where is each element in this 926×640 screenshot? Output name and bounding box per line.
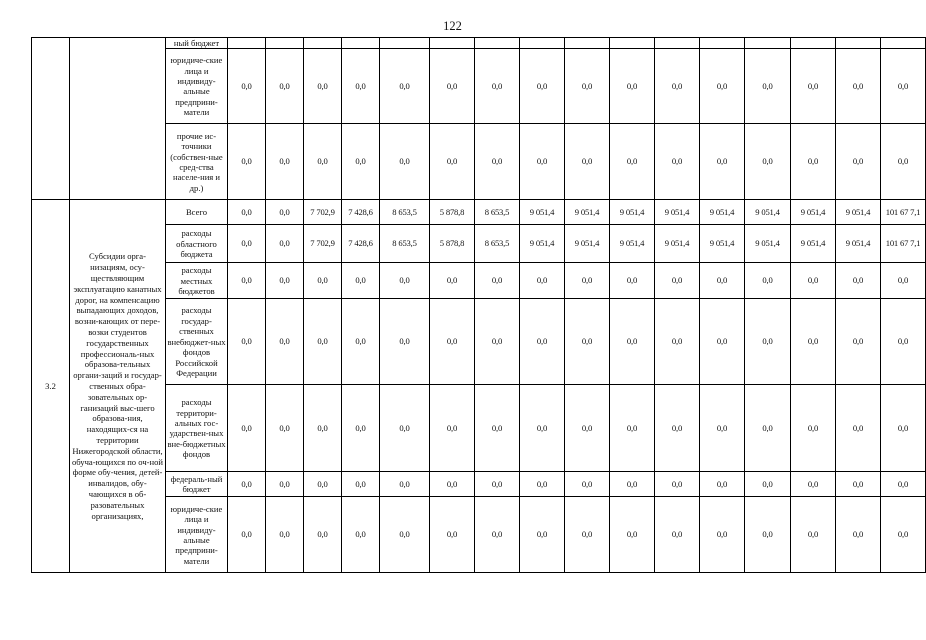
- value-cell: 0,0: [745, 385, 791, 472]
- value-cell: 0,0: [266, 49, 304, 124]
- value-cell: 0,0: [700, 385, 745, 472]
- value-cell: 0,0: [836, 472, 881, 497]
- value-cell: 9 051,4: [520, 200, 565, 225]
- value-cell: 0,0: [304, 299, 342, 385]
- value-cell: 8 653,5: [475, 225, 520, 263]
- value-cell: 0,0: [228, 124, 266, 200]
- value-cell: 0,0: [380, 385, 430, 472]
- value-cell: 0,0: [266, 497, 304, 573]
- value-cell: 0,0: [881, 124, 926, 200]
- table-row: [32, 299, 926, 385]
- value-cell: 0,0: [655, 299, 700, 385]
- value-cell: 0,0: [304, 49, 342, 124]
- value-cell: 0,0: [266, 385, 304, 472]
- value-cell: 0,0: [520, 497, 565, 573]
- value-cell: 0,0: [700, 472, 745, 497]
- measure-number: 3.2: [32, 200, 70, 573]
- value-cell: 0,0: [520, 263, 565, 299]
- value-cell: 0,0: [700, 124, 745, 200]
- value-cell: 101 67 7,1: [881, 225, 926, 263]
- value-cell: 5 878,8: [430, 200, 475, 225]
- value-cell: 0,0: [228, 225, 266, 263]
- value-cell: 8 653,5: [380, 225, 430, 263]
- value-cell: 9 051,4: [655, 200, 700, 225]
- value-cell: 0,0: [342, 263, 380, 299]
- value-cell: [655, 38, 700, 49]
- value-cell: 0,0: [342, 385, 380, 472]
- value-cell: 9 051,4: [610, 225, 655, 263]
- value-cell: 0,0: [304, 263, 342, 299]
- value-cell: 7 702,9: [304, 225, 342, 263]
- value-cell: 0,0: [881, 263, 926, 299]
- value-cell: 0,0: [228, 263, 266, 299]
- value-cell: 0,0: [475, 263, 520, 299]
- value-cell: 0,0: [565, 497, 610, 573]
- value-cell: [791, 38, 836, 49]
- value-cell: 0,0: [655, 497, 700, 573]
- value-cell: 9 051,4: [791, 225, 836, 263]
- funding-source: расходы государ-ственных внебюджет-ных фондов Российской Федерации: [166, 299, 228, 385]
- value-cell: 0,0: [791, 299, 836, 385]
- value-cell: 0,0: [266, 225, 304, 263]
- value-cell: 0,0: [475, 49, 520, 124]
- value-cell: 0,0: [610, 49, 655, 124]
- value-cell: 0,0: [745, 299, 791, 385]
- value-cell: 0,0: [380, 497, 430, 573]
- table-row: [32, 263, 926, 299]
- value-cell: 0,0: [610, 263, 655, 299]
- value-cell: 9 051,4: [700, 200, 745, 225]
- value-cell: 0,0: [836, 263, 881, 299]
- value-cell: 0,0: [565, 49, 610, 124]
- value-cell: 0,0: [655, 124, 700, 200]
- value-cell: [342, 38, 380, 49]
- value-cell: 0,0: [430, 385, 475, 472]
- value-cell: 0,0: [836, 385, 881, 472]
- value-cell: 0,0: [836, 497, 881, 573]
- value-cell: 0,0: [745, 263, 791, 299]
- value-cell: 0,0: [745, 472, 791, 497]
- value-cell: 0,0: [380, 49, 430, 124]
- value-cell: 0,0: [380, 124, 430, 200]
- value-cell: 8 653,5: [475, 200, 520, 225]
- value-cell: 0,0: [745, 497, 791, 573]
- value-cell: 0,0: [228, 299, 266, 385]
- value-cell: 0,0: [342, 299, 380, 385]
- value-cell: 0,0: [475, 472, 520, 497]
- value-cell: 0,0: [266, 124, 304, 200]
- value-cell: 0,0: [475, 497, 520, 573]
- value-cell: 0,0: [380, 299, 430, 385]
- value-cell: 0,0: [610, 124, 655, 200]
- value-cell: 0,0: [881, 49, 926, 124]
- value-cell: [228, 38, 266, 49]
- value-cell: [881, 38, 926, 49]
- value-cell: 0,0: [266, 299, 304, 385]
- value-cell: 0,0: [881, 472, 926, 497]
- value-cell: 5 878,8: [430, 225, 475, 263]
- value-cell: 0,0: [520, 385, 565, 472]
- value-cell: 0,0: [791, 263, 836, 299]
- value-cell: 0,0: [791, 472, 836, 497]
- value-cell: 0,0: [266, 200, 304, 225]
- table-row: [32, 225, 926, 263]
- value-cell: 0,0: [342, 49, 380, 124]
- value-cell: 9 051,4: [745, 200, 791, 225]
- funding-source: Всего: [166, 200, 228, 225]
- value-cell: 0,0: [610, 299, 655, 385]
- value-cell: 0,0: [430, 299, 475, 385]
- budget-table: [31, 37, 926, 573]
- value-cell: 0,0: [430, 263, 475, 299]
- value-cell: 9 051,4: [520, 225, 565, 263]
- value-cell: 9 051,4: [700, 225, 745, 263]
- value-cell: 0,0: [655, 385, 700, 472]
- value-cell: 0,0: [881, 299, 926, 385]
- funding-source: расходы местных бюджетов: [166, 263, 228, 299]
- value-cell: 0,0: [380, 472, 430, 497]
- value-cell: 9 051,4: [791, 200, 836, 225]
- value-cell: 8 653,5: [380, 200, 430, 225]
- value-cell: 0,0: [304, 497, 342, 573]
- value-cell: 0,0: [520, 299, 565, 385]
- value-cell: 0,0: [791, 49, 836, 124]
- value-cell: 9 051,4: [836, 200, 881, 225]
- prev-name-cell: [70, 38, 166, 200]
- value-cell: 7 428,6: [342, 200, 380, 225]
- value-cell: 0,0: [228, 49, 266, 124]
- value-cell: 0,0: [610, 385, 655, 472]
- value-cell: 0,0: [700, 497, 745, 573]
- value-cell: 0,0: [836, 49, 881, 124]
- value-cell: 9 051,4: [610, 200, 655, 225]
- value-cell: 7 702,9: [304, 200, 342, 225]
- value-cell: [610, 38, 655, 49]
- value-cell: 0,0: [655, 263, 700, 299]
- value-cell: 0,0: [520, 49, 565, 124]
- value-cell: [700, 38, 745, 49]
- value-cell: 0,0: [565, 472, 610, 497]
- value-cell: [745, 38, 791, 49]
- value-cell: 0,0: [791, 497, 836, 573]
- value-cell: 0,0: [655, 49, 700, 124]
- value-cell: 0,0: [304, 124, 342, 200]
- value-cell: 0,0: [228, 497, 266, 573]
- value-cell: 0,0: [228, 200, 266, 225]
- table-row: [32, 472, 926, 497]
- value-cell: 9 051,4: [836, 225, 881, 263]
- value-cell: 0,0: [475, 299, 520, 385]
- value-cell: 0,0: [655, 472, 700, 497]
- value-cell: 0,0: [520, 124, 565, 200]
- value-cell: 0,0: [700, 49, 745, 124]
- value-cell: 0,0: [745, 124, 791, 200]
- value-cell: 9 051,4: [655, 225, 700, 263]
- value-cell: [266, 38, 304, 49]
- value-cell: 0,0: [520, 472, 565, 497]
- funding-source: прочие ис-точники (собствен-ные сред-ства населе-ния и др.): [166, 124, 228, 200]
- value-cell: 0,0: [836, 124, 881, 200]
- value-cell: [380, 38, 430, 49]
- value-cell: 0,0: [266, 263, 304, 299]
- value-cell: [836, 38, 881, 49]
- measure-name: Субсидии орга-низациям, осу-ществляющим эксплуатацию канатных дорог, на компенсацию выпадающих доходов, возни-кающих от пере-возки студентов государственных профессиональ-ных образова-тельных органи-заций и государ-ственных обра-зовательных ор-ганизаций выс-шего образова-ния, находящих-ся на территории Нижегородской области, обуча-ющихся по оч-ной форме обу-чения, детей-инвалидов, обу-чающихся в об-разовательных организациях,: [70, 200, 166, 573]
- value-cell: 0,0: [745, 49, 791, 124]
- value-cell: 0,0: [430, 497, 475, 573]
- funding-source: ный бюджет: [166, 38, 228, 49]
- value-cell: 0,0: [791, 385, 836, 472]
- value-cell: 7 428,6: [342, 225, 380, 263]
- value-cell: 0,0: [342, 497, 380, 573]
- value-cell: 0,0: [430, 124, 475, 200]
- value-cell: 0,0: [700, 263, 745, 299]
- funding-source: юридиче-ские лица и индивиду-альные предприни-матели: [166, 497, 228, 573]
- table-row: [32, 200, 926, 225]
- table-row: [32, 385, 926, 472]
- value-cell: 0,0: [881, 497, 926, 573]
- value-cell: 0,0: [304, 385, 342, 472]
- value-cell: 9 051,4: [565, 225, 610, 263]
- page-number: 122: [443, 19, 462, 33]
- value-cell: 0,0: [475, 385, 520, 472]
- value-cell: 0,0: [565, 299, 610, 385]
- value-cell: 9 051,4: [745, 225, 791, 263]
- funding-source: федераль-ный бюджет: [166, 472, 228, 497]
- value-cell: 0,0: [228, 472, 266, 497]
- funding-source: расходы областного бюджета: [166, 225, 228, 263]
- prev-number-cell: [32, 38, 70, 200]
- value-cell: 0,0: [881, 385, 926, 472]
- value-cell: 0,0: [610, 472, 655, 497]
- value-cell: [475, 38, 520, 49]
- table-row: [32, 124, 926, 200]
- value-cell: 0,0: [430, 472, 475, 497]
- value-cell: 0,0: [304, 472, 342, 497]
- value-cell: 0,0: [228, 385, 266, 472]
- value-cell: 0,0: [700, 299, 745, 385]
- value-cell: 0,0: [380, 263, 430, 299]
- funding-source: юридиче-ские лица и индивиду-альные предприни-матели: [166, 49, 228, 124]
- table-row: [32, 497, 926, 573]
- value-cell: 0,0: [475, 124, 520, 200]
- funding-source: расходы территори-альных гос-ударствен-ных вне-бюджетных фондов: [166, 385, 228, 472]
- table-row: [32, 49, 926, 124]
- value-cell: 0,0: [342, 472, 380, 497]
- value-cell: 101 67 7,1: [881, 200, 926, 225]
- value-cell: 0,0: [565, 385, 610, 472]
- value-cell: [520, 38, 565, 49]
- value-cell: 0,0: [565, 263, 610, 299]
- value-cell: [565, 38, 610, 49]
- value-cell: 0,0: [565, 124, 610, 200]
- value-cell: 0,0: [430, 49, 475, 124]
- value-cell: 0,0: [610, 497, 655, 573]
- table-row: [32, 38, 926, 49]
- value-cell: 0,0: [342, 124, 380, 200]
- value-cell: 9 051,4: [565, 200, 610, 225]
- value-cell: 0,0: [266, 472, 304, 497]
- value-cell: [304, 38, 342, 49]
- value-cell: 0,0: [836, 299, 881, 385]
- value-cell: 0,0: [791, 124, 836, 200]
- value-cell: [430, 38, 475, 49]
